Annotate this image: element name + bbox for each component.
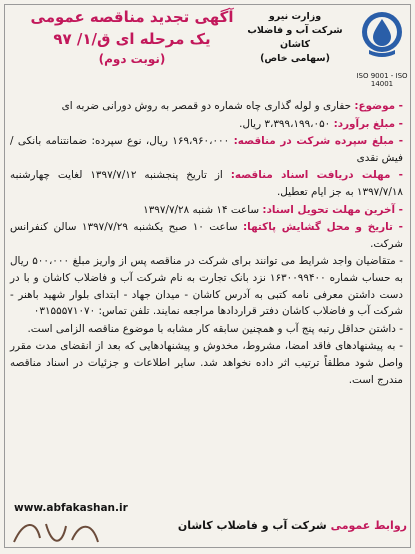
item-submission-deadline [10, 202, 403, 219]
item-text: - داشتن حداقل رتبه پنج آب و همچنین سابقه کار مشابه با موضوع مناقصه الزامی است. [27, 322, 403, 335]
logo-caption: ISO 9001 - ISO 14001 [356, 72, 408, 88]
ad-body [10, 98, 403, 389]
item-applicants [10, 253, 403, 319]
org-type: (سهامی خاص) [260, 53, 330, 64]
handwritten-mark-icon [6, 512, 116, 552]
ad-title [12, 6, 252, 68]
signature-line [178, 519, 407, 532]
item-conditions [10, 338, 403, 388]
org-company: شرکت آب و فاضلاب کاشان [247, 25, 343, 50]
organization-block [245, 10, 345, 66]
item-requirement [10, 321, 403, 338]
item-text: ساعت ۱۴ شنبه ۱۳۹۷/۷/۲۸ [143, 203, 260, 216]
item-text: از تاریخ پنجشنبه ۱۳۹۷/۷/۱۲ لغایت چهارشنبه ۱۳۹۷/۷/۱۸ به جز ایام تعطیل. [10, 169, 403, 198]
item-label: - موضوع: [354, 100, 403, 112]
company-signature: شرکت آب و فاضلاب کاشان [177, 519, 327, 532]
org-ministry: وزارت نیرو [268, 11, 322, 22]
item-label: - آخرین مهلت تحویل اسناد: [262, 203, 403, 216]
item-text: حفاری و لوله گذاری چاه شماره دو قمصر به روش دورانی ضربه ای [61, 100, 351, 112]
title-line-2: یک مرحله ای ق/۱/ ۹۷ [53, 30, 211, 48]
title-line-1: آگهی تجدید مناقصه عمومی [30, 8, 234, 26]
item-subject [10, 98, 403, 115]
item-text: ۱۶۹،۹۶۰،۰۰۰ ریال، نوع سپرده: ضمانتنامه بانکی / فیش نقدی [10, 135, 403, 164]
website-link[interactable]: www.abfakashan.ir [14, 502, 128, 514]
item-text: - متقاضیان واجد شرایط می توانند برای شرکت در مناقصه پس از واریز مبلغ ۵۰۰،۰۰۰ ریال به حساب شماره ۱۶۳۰۰۹۹۴۰۰ نزد بانک تجارت به نام شرکت آب و فاضلاب کاشان و با در دست داشتن معرفی نامه کتبی به آدرس کاشان - میدان جهاد - ابتدای بلوار شهید باهنر - شرکت آب و فاضلاب کاشان دفتر قراردادها مراجعه نمایند. تلفن تماس: ۰۳۱۵۵۵۷۱۰۷۰ [10, 255, 403, 318]
item-deposit [10, 133, 403, 166]
item-documents-period [10, 167, 403, 200]
item-opening [10, 219, 403, 252]
water-company-logo-icon [359, 10, 405, 72]
item-label: - مبلغ سپرده شرکت در مناقصه: [233, 135, 404, 148]
item-text: ۳،۳۹۹،۱۹۹،۰۵۰ ریال. [239, 117, 331, 130]
item-estimate [10, 116, 403, 133]
ad-header [0, 0, 415, 92]
item-text: - به پیشنهادهای فاقد امضا، مشروط، مخدوش و پیشنهادهایی که بعد از انقضای مدت مقرر واصل شود مطلقاً ترتیب اثر داده نخواهد شد. سایر اطلاعات و جزئیات در اسناد مناقصه مندرج است. [10, 340, 403, 386]
item-label: - مبلغ برآورد: [333, 117, 403, 130]
item-text: ساعت ۱۰ صبح یکشنبه ۱۳۹۷/۷/۲۹ سالن کنفرانس شرکت. [10, 221, 403, 250]
item-label: - تاریخ و محل گشایش پاکتها: [243, 221, 403, 234]
public-relations-label: روابط عمومی [330, 519, 407, 532]
title-round: (نوبت دوم) [98, 52, 166, 66]
item-label: - مهلت دریافت اسناد مناقصه: [230, 169, 403, 182]
